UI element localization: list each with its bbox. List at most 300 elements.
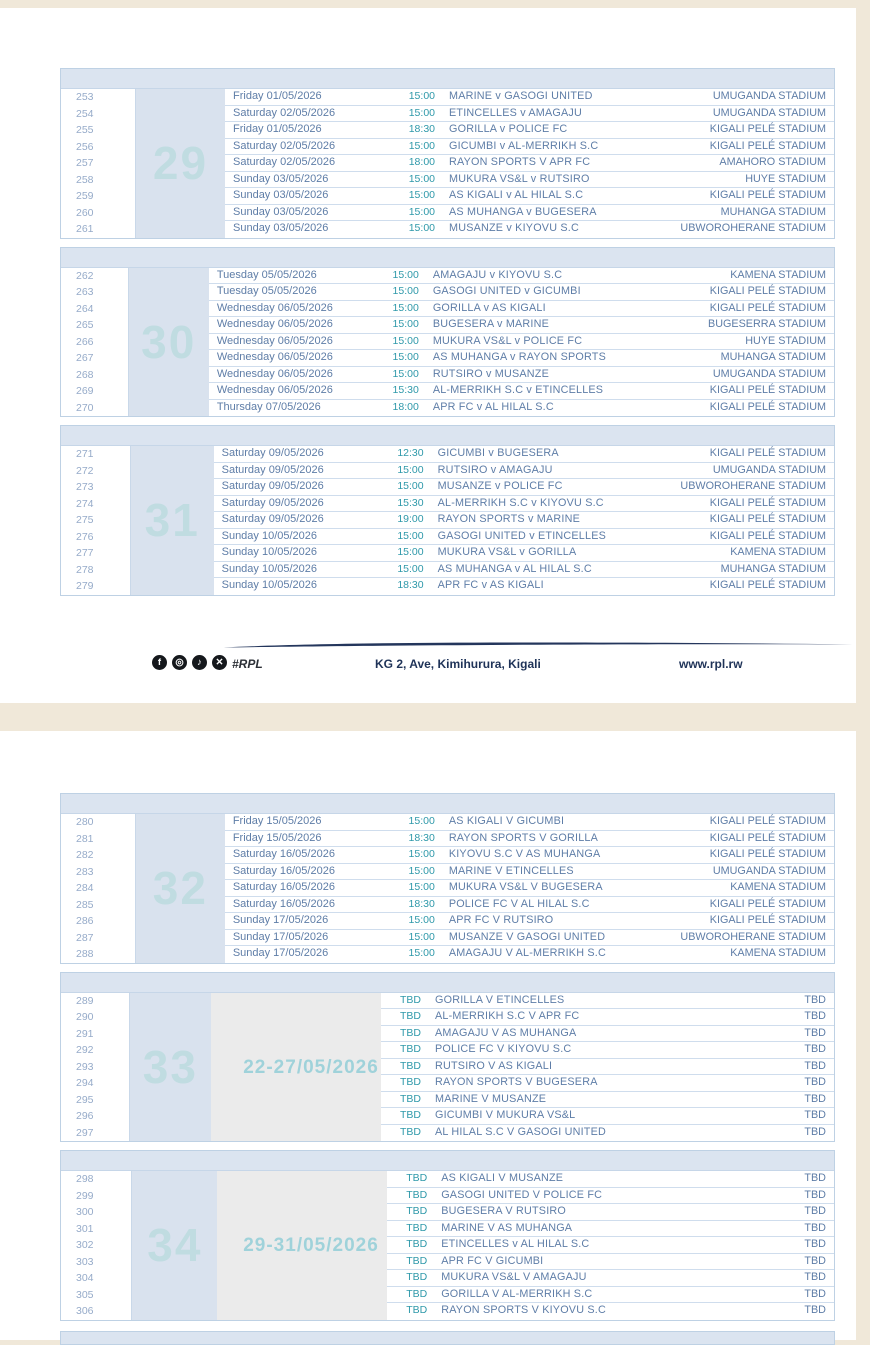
fixture-venue: KIGALI PELÉ STADIUM [606, 301, 834, 318]
fixture-row [214, 512, 834, 529]
fixture-match: APR FC v AS KIGALI [437, 579, 544, 591]
fixture-match: POLICE FC V AL HILAL S.C [435, 897, 606, 914]
fixture-match: GICUMBI V MUKURA VS&L [421, 1108, 606, 1125]
fixture-row [209, 383, 834, 400]
fixture-venue: KIGALI PELÉ STADIUM [606, 496, 834, 513]
fixture-match: MARINE V MUSANZE [421, 1092, 606, 1109]
fixture-venue: TBD [606, 1221, 834, 1238]
fixture-time: 15:00 [395, 89, 435, 106]
fixture-time: TBD [387, 1204, 427, 1221]
fixture-venue: KIGALI PELÉ STADIUM [606, 529, 834, 546]
fixture-time: 18:30 [395, 831, 435, 848]
fixture-time: TBD [387, 1221, 427, 1238]
schedule-page-2 [0, 731, 856, 1340]
fixture-match: MUKURA VS&L v RUTSIRO [435, 172, 606, 189]
fixture-venue: KAMENA STADIUM [606, 268, 834, 285]
match-number: 275 [76, 514, 94, 526]
week-body [61, 268, 834, 417]
match-number: 300 [76, 1206, 94, 1218]
fixture-match: AS MUHANGA v RAYON SPORTS [419, 350, 606, 367]
fixture-match: MUSANZE v KIYOVU S.C [449, 222, 579, 234]
week-number: 33 [142, 1040, 198, 1093]
fixture-time: 15:00 [395, 172, 435, 189]
fixture-date: Saturday 16/05/2026 [225, 880, 395, 897]
match-number: 270 [76, 401, 94, 414]
match-number: 296 [76, 1110, 94, 1122]
fixture-time: TBD [387, 1237, 427, 1254]
fixture-venue: UMUGANDA STADIUM [606, 864, 834, 881]
fixture-time: 15:00 [379, 334, 419, 351]
fixture-time: 15:00 [395, 205, 435, 222]
fixture-venue: KAMENA STADIUM [730, 947, 826, 959]
fixture-row [214, 479, 834, 496]
fixture-match: GICUMBI v AL-MERRIKH S.C [435, 139, 606, 156]
fixture-time: 15:00 [384, 562, 424, 579]
fixture-venue: TBD [606, 1204, 834, 1221]
week-body [61, 89, 834, 238]
match-number: 289 [76, 994, 94, 1007]
fixture-match: MARINE v GASOGI UNITED [435, 89, 606, 106]
match-number: 273 [76, 481, 94, 493]
match-number: 280 [76, 816, 94, 828]
fixture-date: Saturday 02/05/2026 [225, 139, 395, 156]
facebook-icon[interactable]: f [152, 655, 167, 670]
fixture-time: TBD [387, 1171, 427, 1188]
match-number: 293 [76, 1060, 94, 1073]
fixture-time: TBD [381, 1108, 421, 1125]
match-number: 257 [76, 157, 94, 169]
match-number: 290 [76, 1011, 94, 1023]
match-number: 267 [76, 352, 94, 364]
fixture-date: Saturday 02/05/2026 [225, 155, 395, 172]
next-week-header-band-partial [60, 1331, 835, 1345]
fixture-row [209, 367, 834, 384]
week-body [61, 814, 834, 963]
fixture-date: Sunday 10/05/2026 [214, 545, 384, 562]
match-number: 298 [76, 1173, 94, 1185]
fixture-time: 18:30 [397, 579, 424, 591]
fixture-match: BUGESERA v MARINE [419, 317, 606, 334]
fixture-row [214, 446, 834, 463]
fixture-time: 15:00 [384, 545, 424, 562]
fixture-time: 18:00 [392, 400, 419, 413]
fixture-row [225, 864, 834, 881]
fixture-week-section [60, 425, 835, 596]
week-number: 34 [147, 1219, 203, 1272]
fixture-row [209, 268, 834, 285]
fixture-venue: UMUGANDA STADIUM [606, 89, 834, 106]
fixture-match: AS KIGALI v AL HILAL S.C [435, 188, 606, 205]
match-number: 263 [76, 286, 94, 298]
match-number-column [61, 446, 131, 595]
fixture-venue: HUYE STADIUM [606, 334, 834, 351]
match-number: 276 [76, 530, 94, 543]
fixture-venue: KIGALI PELÉ STADIUM [606, 831, 834, 848]
fixture-date: Thursday 07/05/2026 [216, 400, 321, 413]
fixture-time: TBD [381, 1026, 421, 1043]
fixture-row [214, 578, 834, 595]
match-number: 272 [76, 464, 94, 477]
fixture-venue: KIGALI PELÉ STADIUM [606, 284, 834, 301]
match-number: 295 [76, 1093, 94, 1106]
fixture-time: 18:30 [395, 122, 435, 139]
fixture-venue: TBD [606, 1287, 834, 1304]
fixture-row [225, 188, 834, 205]
fixture-venue: KIGALI PELÉ STADIUM [709, 579, 826, 591]
fixture-date: Saturday 09/05/2026 [214, 446, 384, 463]
fixture-date: Saturday 09/05/2026 [214, 512, 384, 529]
fixture-row [225, 221, 834, 238]
fixture-time: 18:00 [395, 155, 435, 172]
footer-website[interactable]: www.rpl.rw [679, 657, 743, 671]
fixture-date: Saturday 09/05/2026 [214, 479, 384, 496]
fixture-time: 15:30 [379, 383, 419, 400]
match-number: 271 [76, 448, 94, 460]
fixture-time: 15:00 [395, 913, 435, 930]
fixture-time: TBD [387, 1287, 427, 1304]
match-number: 303 [76, 1255, 94, 1268]
match-number: 306 [76, 1305, 94, 1317]
fixture-time: TBD [387, 1270, 427, 1287]
fixture-row [225, 205, 834, 222]
fixture-date: Friday 01/05/2026 [225, 89, 395, 106]
fixture-row [214, 463, 834, 480]
fixture-match: AMAGAJU V AL-MERRIKH S.C [448, 947, 606, 959]
match-number: 283 [76, 865, 94, 878]
fixture-match: MUKURA VS&L V BUGESERA [435, 880, 606, 897]
fixture-date: Sunday 03/05/2026 [233, 222, 329, 234]
fixture-time: TBD [381, 993, 421, 1010]
fixture-time: 15:00 [395, 847, 435, 864]
fixture-match: AS MUHANGA v BUGESERA [435, 205, 606, 222]
schedule-page-1 [0, 8, 856, 703]
week-rows [209, 268, 834, 417]
fixture-time: 12:30 [384, 446, 424, 463]
instagram-icon[interactable]: ◎ [172, 655, 187, 670]
fixture-row [225, 89, 834, 106]
fixture-venue: TBD [606, 1237, 834, 1254]
fixture-match: RAYON SPORTS V GORILLA [435, 831, 606, 848]
match-number: 297 [76, 1126, 94, 1139]
fixture-date: Wednesday 06/05/2026 [209, 334, 379, 351]
fixture-match: GORILLA V ETINCELLES [421, 993, 606, 1010]
fixture-match: MUKURA VS&L v GORILLA [424, 545, 606, 562]
fixture-date: Sunday 17/05/2026 [225, 913, 395, 930]
fixture-row [225, 106, 834, 123]
week-header-band [61, 794, 834, 814]
week-header-band [61, 248, 834, 268]
tiktok-icon[interactable]: ♪ [192, 655, 207, 670]
week-body [61, 446, 834, 595]
fixture-time: 15:00 [395, 880, 435, 897]
fixture-time: 18:30 [395, 897, 435, 914]
fixture-venue: KAMENA STADIUM [606, 545, 834, 562]
fixture-match: AL-MERRIKH S.C v KIYOVU S.C [424, 496, 606, 513]
week-header-band [61, 69, 834, 89]
fixture-row [214, 545, 834, 562]
fixture-row [225, 897, 834, 914]
match-number-column [61, 1171, 132, 1320]
fixture-date: Wednesday 06/05/2026 [209, 367, 379, 384]
fixture-match: AMAGAJU V AS MUHANGA [421, 1026, 606, 1043]
fixture-row [209, 334, 834, 351]
fixture-venue: KIGALI PELÉ STADIUM [606, 188, 834, 205]
fixture-time: 15:00 [384, 463, 424, 480]
fixture-venue: MUHANGA STADIUM [606, 562, 834, 579]
fixture-date: Friday 15/05/2026 [225, 831, 395, 848]
week-header-band [61, 1151, 834, 1171]
fixture-venue: AMAHORO STADIUM [606, 155, 834, 172]
week-date-range: 22-27/05/2026 [243, 1056, 379, 1078]
fixture-match: AL HILAL S.C V GASOGI UNITED [435, 1125, 606, 1138]
match-number: 286 [76, 915, 94, 927]
fixture-time: 15:30 [384, 496, 424, 513]
fixture-match: BUGESERA V RUTSIRO [427, 1204, 606, 1221]
match-number: 260 [76, 206, 94, 219]
fixture-date: Friday 15/05/2026 [225, 814, 395, 831]
week-number-cell [130, 993, 211, 1142]
fixture-time: 15:00 [395, 188, 435, 205]
fixture-week-section [60, 247, 835, 418]
x-icon[interactable]: ✕ [212, 655, 227, 670]
fixture-match: AMAGAJU v KIYOVU S.C [419, 268, 606, 285]
fixture-row [209, 400, 834, 417]
week-rows [225, 814, 834, 963]
match-number: 262 [76, 269, 94, 282]
fixture-date: Sunday 03/05/2026 [225, 205, 395, 222]
fixture-venue: TBD [606, 1026, 834, 1043]
match-number: 265 [76, 319, 94, 331]
fixture-time: 15:00 [395, 814, 435, 831]
fixture-match: MARINE V ETINCELLES [435, 864, 606, 881]
fixture-venue: BUGESERRA STADIUM [606, 317, 834, 334]
fixture-match: MARINE V AS MUHANGA [427, 1221, 606, 1238]
fixture-time: 15:00 [379, 367, 419, 384]
fixture-match: GASOGI UNITED v GICUMBI [419, 284, 606, 301]
fixture-row [225, 172, 834, 189]
fixture-match: GORILLA V AL-MERRIKH S.C [427, 1287, 606, 1304]
week-body [61, 1171, 834, 1320]
fixture-match: AL-MERRIKH S.C v ETINCELLES [419, 383, 606, 400]
fixture-match: ETINCELLES v AMAGAJU [435, 106, 606, 123]
fixture-match: RAYON SPORTS V BUGESERA [421, 1075, 606, 1092]
fixture-match: RAYON SPORTS V KIYOVU S.C [441, 1304, 606, 1316]
week-body [61, 993, 834, 1142]
fixture-match: MUSANZE V GASOGI UNITED [435, 930, 606, 947]
week-date-range: 29-31/05/2026 [243, 1235, 379, 1257]
fixture-row [225, 831, 834, 848]
match-number: 254 [76, 107, 94, 120]
week-number: 30 [141, 315, 197, 368]
match-number-column [61, 89, 136, 238]
fixture-venue: KIGALI PELÉ STADIUM [606, 139, 834, 156]
fixture-time: TBD [381, 1042, 421, 1059]
fixture-match: RUTSIRO v MUSANZE [419, 367, 606, 384]
fixture-match: AL-MERRIKH S.C V APR FC [421, 1009, 606, 1026]
fixture-row [209, 301, 834, 318]
fixture-time: TBD [381, 1009, 421, 1026]
match-number: 301 [76, 1222, 94, 1235]
fixture-match: AS MUHANGA v AL HILAL S.C [424, 562, 606, 579]
match-number: 304 [76, 1272, 94, 1284]
match-number: 294 [76, 1077, 94, 1089]
footer-hashtag: #RPL [232, 657, 263, 671]
match-number-column [61, 993, 130, 1142]
fixture-venue: UBWOROHERANE STADIUM [606, 930, 834, 947]
fixture-venue: UMUGANDA STADIUM [606, 367, 834, 384]
fixture-date: Saturday 09/05/2026 [214, 463, 384, 480]
fixture-match: APR FC v AL HILAL S.C [432, 400, 554, 413]
fixture-venue: KIGALI PELÉ STADIUM [606, 913, 834, 930]
fixture-date: Sunday 03/05/2026 [225, 172, 395, 189]
fixture-row [214, 529, 834, 546]
fixture-match: GORILLA v POLICE FC [435, 122, 606, 139]
week-header-band [61, 973, 834, 993]
fixture-venue: TBD [804, 1304, 826, 1316]
match-number: 259 [76, 190, 94, 202]
fixture-date: Wednesday 06/05/2026 [209, 350, 379, 367]
fixture-match: MUKURA VS&L v POLICE FC [419, 334, 606, 351]
fixture-week-section [60, 972, 835, 1143]
match-number: 285 [76, 898, 94, 911]
match-number-column [61, 814, 136, 963]
fixture-match: GICUMBI v BUGESERA [424, 446, 606, 463]
fixture-time: 15:00 [395, 106, 435, 123]
match-number: 302 [76, 1239, 94, 1251]
week-header-band [61, 426, 834, 446]
fixture-match: MUKURA VS&L V AMAGAJU [427, 1270, 606, 1287]
fixture-row [225, 847, 834, 864]
fixture-time: 15:00 [379, 301, 419, 318]
fixture-venue: KIGALI PELÉ STADIUM [709, 400, 826, 413]
fixture-time: TBD [381, 1092, 421, 1109]
match-number: 281 [76, 832, 94, 845]
fixture-time: 15:00 [408, 947, 435, 959]
fixture-time: 15:00 [408, 222, 435, 234]
fixture-match: AS KIGALI V MUSANZE [427, 1171, 606, 1188]
fixture-match: RAYON SPORTS V APR FC [435, 155, 606, 172]
fixture-venue: KIGALI PELÉ STADIUM [606, 512, 834, 529]
page-2-fixtures [60, 793, 835, 1329]
fixture-venue: TBD [606, 1270, 834, 1287]
fixture-time: TBD [381, 1059, 421, 1076]
week-number-cell [136, 89, 225, 238]
fixture-row [225, 946, 834, 963]
match-number: 256 [76, 140, 94, 153]
fixture-venue: KIGALI PELÉ STADIUM [606, 122, 834, 139]
fixture-date: Tuesday 05/05/2026 [209, 284, 379, 301]
fixture-venue: UMUGANDA STADIUM [606, 463, 834, 480]
fixture-venue: UBWOROHERANE STADIUM [680, 222, 826, 234]
fixture-date: Saturday 09/05/2026 [214, 496, 384, 513]
fixture-match: APR FC V GICUMBI [427, 1254, 606, 1271]
fixture-venue: TBD [606, 1188, 834, 1205]
match-number: 288 [76, 948, 94, 960]
fixture-date: Tuesday 05/05/2026 [209, 268, 379, 285]
fixture-date: Saturday 16/05/2026 [225, 897, 395, 914]
fixture-week-section [60, 793, 835, 964]
footer-divider-swoosh [223, 640, 853, 650]
fixture-time: 19:00 [384, 512, 424, 529]
match-number: 269 [76, 385, 94, 397]
fixture-time: 15:00 [395, 139, 435, 156]
fixture-date: Sunday 17/05/2026 [232, 947, 329, 959]
match-number: 305 [76, 1288, 94, 1301]
fixture-venue: KIGALI PELÉ STADIUM [606, 814, 834, 831]
fixture-date: Sunday 17/05/2026 [225, 930, 395, 947]
week-number-cell [132, 1171, 217, 1320]
fixture-venue: TBD [606, 1171, 834, 1188]
fixture-match: KIYOVU S.C V AS MUHANGA [435, 847, 606, 864]
fixture-row [214, 562, 834, 579]
fixture-venue: MUHANGA STADIUM [606, 205, 834, 222]
fixture-venue: TBD [606, 1042, 834, 1059]
fixture-time: 15:00 [395, 864, 435, 881]
fixture-week-section [60, 68, 835, 239]
fixture-venue: KIGALI PELÉ STADIUM [606, 847, 834, 864]
fixture-match: MUSANZE v POLICE FC [424, 479, 606, 496]
fixture-venue: TBD [606, 1059, 834, 1076]
fixture-time: 15:00 [379, 317, 419, 334]
fixture-match: POLICE FC V KIYOVU S.C [421, 1042, 606, 1059]
fixture-match: GASOGI UNITED v ETINCELLES [424, 529, 606, 546]
match-number-column [61, 268, 129, 417]
fixture-date: Friday 01/05/2026 [225, 122, 395, 139]
fixture-time: 15:00 [379, 284, 419, 301]
fixture-match: GASOGI UNITED V POLICE FC [427, 1188, 606, 1205]
match-number: 268 [76, 368, 94, 381]
fixture-time: 15:00 [379, 350, 419, 367]
fixture-date: Wednesday 06/05/2026 [209, 383, 379, 400]
fixture-match: ETINCELLES v AL HILAL S.C [427, 1237, 606, 1254]
fixture-date: Saturday 02/05/2026 [225, 106, 395, 123]
fixture-row [209, 284, 834, 301]
match-number: 277 [76, 547, 94, 559]
fixture-venue: TBD [606, 1009, 834, 1026]
fixture-venue: TBD [606, 1108, 834, 1125]
fixture-week-section [60, 1150, 835, 1321]
fixture-row [214, 496, 834, 513]
fixture-venue: UBWOROHERANE STADIUM [606, 479, 834, 496]
match-number: 258 [76, 173, 94, 186]
match-number: 261 [76, 223, 94, 235]
fixture-date: Sunday 03/05/2026 [225, 188, 395, 205]
week-rows [225, 89, 834, 238]
match-number: 299 [76, 1189, 94, 1202]
week-number: 32 [152, 862, 208, 915]
fixture-row [225, 930, 834, 947]
fixture-row [225, 880, 834, 897]
fixture-row [225, 122, 834, 139]
fixture-venue: KAMENA STADIUM [606, 880, 834, 897]
match-number: 282 [76, 849, 94, 861]
match-number: 278 [76, 563, 94, 576]
fixture-venue: KIGALI PELÉ STADIUM [606, 383, 834, 400]
fixture-venue: HUYE STADIUM [606, 172, 834, 189]
fixture-time: TBD [387, 1254, 427, 1271]
fixture-time: 15:00 [379, 268, 419, 285]
fixture-match: AS KIGALI V GICUMBI [435, 814, 606, 831]
match-number: 255 [76, 124, 94, 136]
fixture-venue: TBD [606, 1254, 834, 1271]
match-number: 253 [76, 91, 94, 103]
match-number: 284 [76, 882, 94, 894]
fixture-match: APR FC V RUTSIRO [435, 913, 606, 930]
fixture-row [225, 913, 834, 930]
fixture-row [225, 155, 834, 172]
fixture-row [225, 814, 834, 831]
fixture-venue: TBD [606, 1092, 834, 1109]
